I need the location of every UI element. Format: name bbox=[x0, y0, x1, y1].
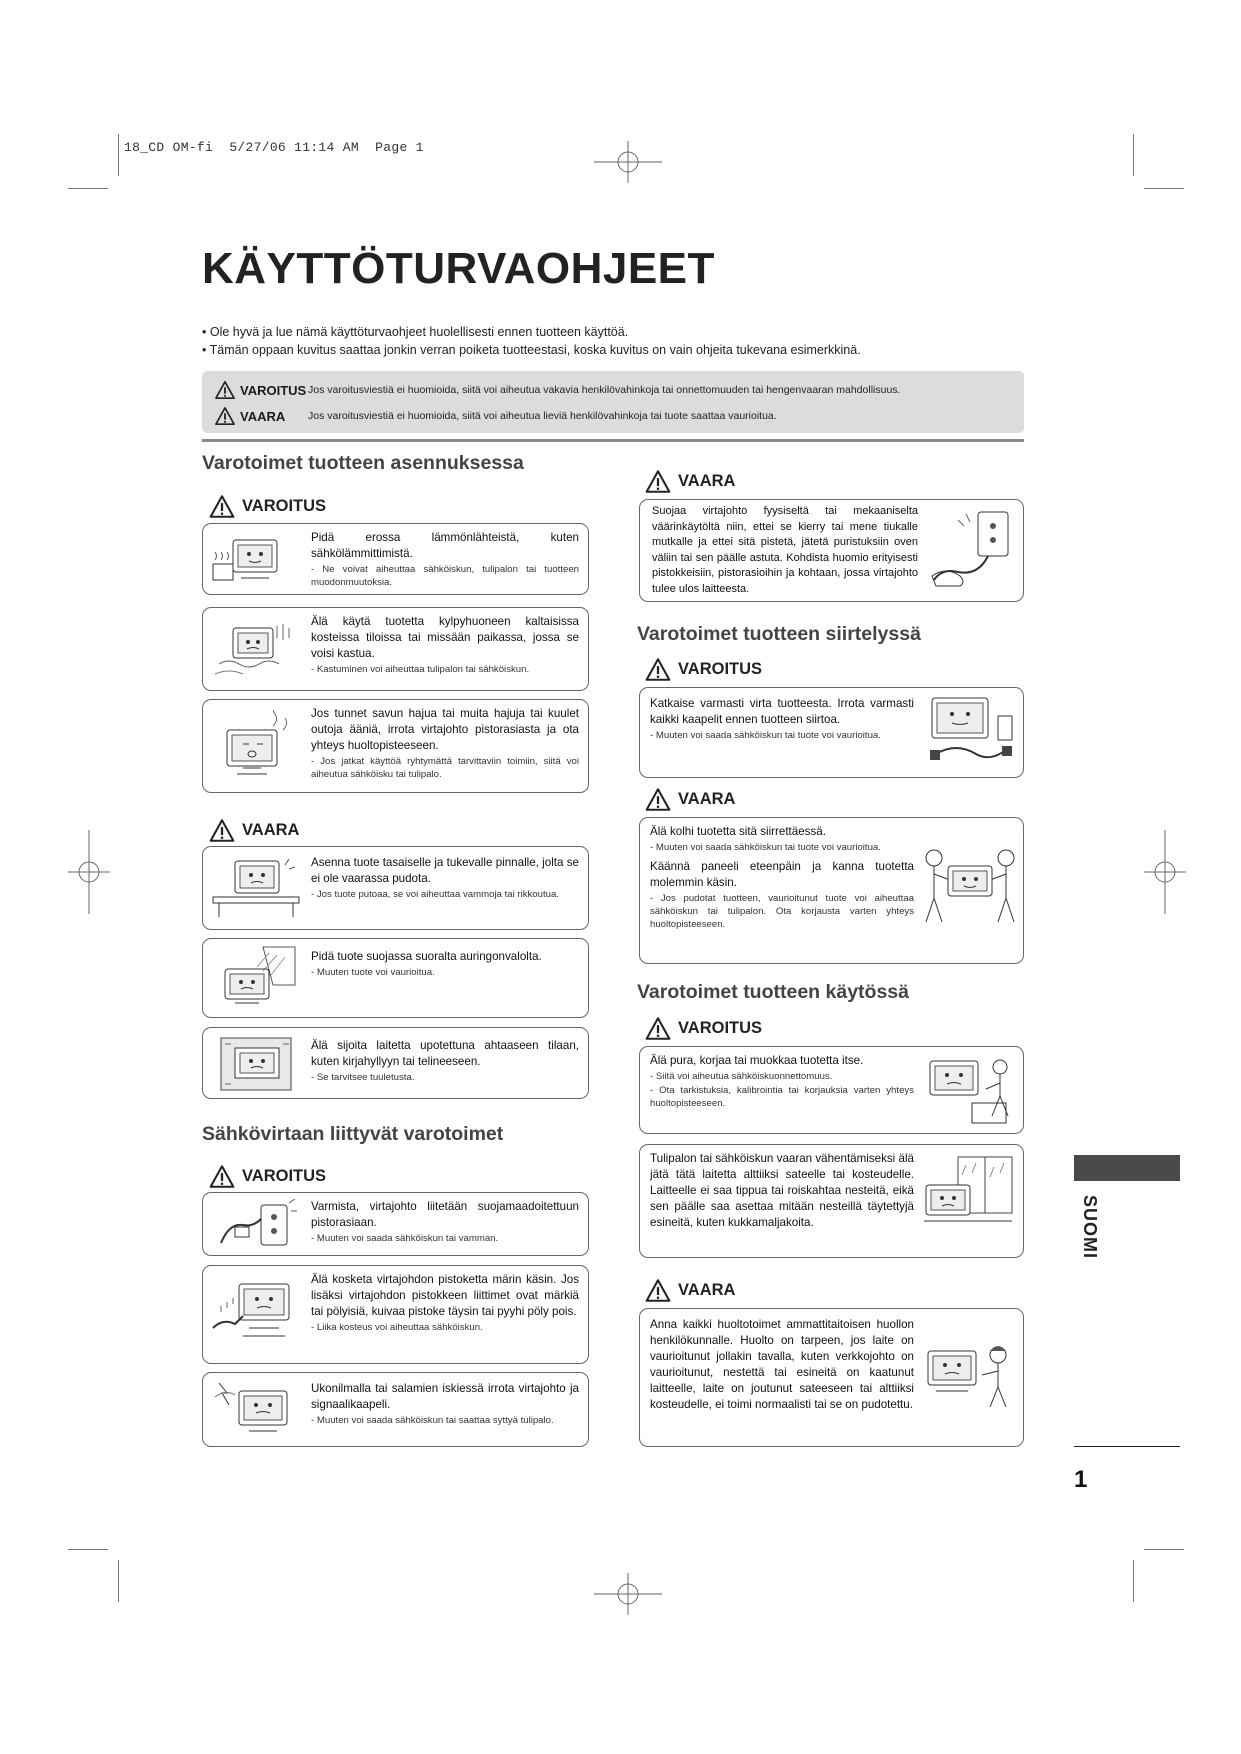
box-sub-text: - Liika kosteus voi aiheuttaa sähköiskun. bbox=[311, 1322, 483, 1333]
crop-mark bbox=[68, 1549, 108, 1550]
technician-tv-illustration bbox=[922, 1339, 1016, 1415]
warning-triangle-icon bbox=[644, 469, 672, 494]
cord-stepping-illustration bbox=[928, 506, 1016, 596]
warning-triangle-icon bbox=[208, 1164, 236, 1189]
box-main-text: Älä pura, korjaa tai muokkaa tuotetta itse. bbox=[650, 1054, 864, 1067]
warning-triangle-icon bbox=[644, 657, 672, 682]
varoitus-label-text: VAROITUS bbox=[240, 382, 307, 398]
caution-box-no-disassembly bbox=[639, 1046, 1024, 1134]
box-sub-text: - Muuten voi saada sähköiskun tai tuote voi vaurioitua. bbox=[650, 842, 881, 853]
vaara-legend-text: Jos varoitusviestiä ei huomioida, siitä voi aiheutua lieviä henkilövahinkoja tai tuote saattaa vaurioitua. bbox=[308, 410, 777, 422]
intro-line-2: • Tämän oppaan kuvitus saattaa jonkin verran poiketa tuotteestasi, koska kuvitus on vain ohjeita tukevana esimerkkinä. bbox=[202, 343, 861, 357]
box-main-text: Asenna tuote tasaiselle ja tukevalle pinnalle, jolta se ei ole vaarassa pudota. bbox=[311, 856, 579, 885]
warning-triangle-icon bbox=[644, 1278, 672, 1303]
two-people-carrying-tv-illustration bbox=[922, 848, 1018, 928]
section-heading-installation: Varotoimet tuotteen asennuksessa bbox=[202, 452, 524, 474]
box-main-text: Jos tunnet savun hajua tai muita hajuja tai kuulet outoja ääniä, irrota virtajohto pistorasiasta ja ota yhteys huoltopisteeseen. bbox=[311, 707, 579, 752]
box-main-text: Älä kolhi tuotetta sitä siirrettäessä. bbox=[650, 825, 826, 838]
crop-mark bbox=[1144, 188, 1184, 189]
caution-box-humidity bbox=[202, 607, 589, 691]
box-main-text: Pidä erossa lämmönlähteistä, kuten sähkölämmittimistä. bbox=[311, 531, 579, 560]
varoitus-legend-label bbox=[214, 380, 308, 400]
crop-mark bbox=[1133, 1560, 1134, 1602]
caution-box-stable-surface bbox=[202, 846, 589, 930]
caution-box-wet-hands bbox=[202, 1265, 589, 1364]
hazard-label: VAARA bbox=[678, 790, 736, 808]
tv-window-rain-illustration bbox=[922, 1155, 1016, 1237]
cord-vaara-heading bbox=[644, 469, 735, 494]
hazard-label: VAROITUS bbox=[678, 1019, 763, 1037]
tv-bathroom-illustration bbox=[211, 620, 297, 680]
hazard-label: VAROITUS bbox=[678, 660, 763, 678]
box-sub-text: - Ne voivat aiheuttaa sähköiskun, tulipalon tai tuotteen muodonmuutoksia. bbox=[311, 564, 579, 588]
section-heading-moving: Varotoimet tuotteen siirtelyssä bbox=[637, 623, 921, 645]
box-sub-text: - Se tarvitsee tuuletusta. bbox=[311, 1072, 415, 1083]
crop-mark bbox=[1133, 134, 1134, 176]
crop-mark bbox=[68, 188, 108, 189]
tv-cables-illustration bbox=[922, 694, 1016, 772]
caution-box-ventilation bbox=[202, 1027, 589, 1099]
box-sub-text-2: - Jos pudotat tuotteen, vaurioitunut tuote voi aiheuttaa sähköiskun tai tulipalon. Ota korjausta varten yhteys huoltopisteeseen. bbox=[650, 893, 914, 930]
header-rule bbox=[202, 439, 1024, 442]
tv-sunlight-illustration bbox=[213, 945, 299, 1011]
hazard-label: VAARA bbox=[678, 1281, 736, 1299]
power-varoitus-heading bbox=[208, 1164, 326, 1189]
box-sub-text: - Jos jatkat käyttöä ryhtymättä tarvittaviin toimiin, siitä voi aiheutua sähköisku tai tulipalo. bbox=[311, 756, 579, 780]
hazard-label: VAROITUS bbox=[242, 1167, 327, 1185]
box-main-text-2: Käännä paneeli eteenpäin ja kanna tuotetta molemmin käsin. bbox=[650, 860, 914, 889]
box-main-text: Varmista, virtajohto liitetään suojamaadoitettuun pistorasiaan. bbox=[311, 1200, 579, 1229]
hazard-label: VAROITUS bbox=[242, 497, 327, 515]
box-main-text: Anna kaikki huoltotoimet ammattitaitoisen huollon henkilökunnalle. Huolto on tarpeen, jos laite on vaurioitunut jollakin tavalla, kuten verkkojohto on vaurioitunut, nestettä tai esineitä on kaatunut laitteelle, laite on joutunut sateeseen tai alttiiksi kosteudelle, ei toimi normaalisti tai se on pudotettu. bbox=[650, 1318, 914, 1411]
install-vaara-heading bbox=[208, 818, 299, 843]
section-heading-usage: Varotoimet tuotteen käytössä bbox=[637, 981, 909, 1003]
registration-mark-right bbox=[1144, 830, 1186, 914]
tv-bookshelf-illustration bbox=[213, 1034, 299, 1094]
vaara-legend-label bbox=[214, 406, 308, 426]
box-sub-text: - Muuten voi saada sähköiskun tai saattaa syttyä tulipalo. bbox=[311, 1415, 554, 1426]
box-main-text: Ukonilmalla tai salamien iskiessä irrota virtajohto ja signaalikaapeli. bbox=[311, 1382, 579, 1411]
box-main-text: Älä käytä tuotetta kylpyhuoneen kaltaisissa kosteissa tiloissa tai missään paikassa, jossa se voisi kastua. bbox=[311, 615, 579, 660]
warning-triangle-icon bbox=[214, 406, 236, 426]
warning-triangle-icon bbox=[208, 818, 236, 843]
box-sub-text: - Kastuminen voi aiheuttaa tulipalon tai sähköiskun. bbox=[311, 664, 530, 675]
caution-box-cord-protection bbox=[639, 499, 1024, 602]
language-tab-label: SUOMI bbox=[1080, 1195, 1100, 1260]
use-varoitus-heading bbox=[644, 1016, 762, 1041]
box-sub-text: - Muuten tuote voi vaurioitua. bbox=[311, 967, 435, 978]
vaara-label-text: VAARA bbox=[240, 408, 286, 424]
tv-heater-illustration bbox=[211, 534, 291, 586]
language-tab-bar bbox=[1074, 1155, 1180, 1181]
warning-legend bbox=[202, 371, 1024, 433]
crop-mark bbox=[118, 1560, 119, 1602]
warning-triangle-icon bbox=[214, 380, 236, 400]
caution-box-lightning bbox=[202, 1372, 589, 1447]
section-heading-power: Sähkövirtaan liittyvät varotoimet bbox=[202, 1123, 504, 1145]
caution-box-unplug-before-moving bbox=[639, 687, 1024, 778]
tv-wet-plug-illustration bbox=[209, 1278, 305, 1352]
warning-triangle-icon bbox=[644, 1016, 672, 1041]
registration-mark-left bbox=[68, 830, 110, 914]
caution-box-carrying bbox=[639, 817, 1024, 964]
box-main-text: Katkaise varmasti virta tuotteesta. Irrota varmasti kaikki kaapelit ennen tuotteen siirtoa. bbox=[650, 697, 914, 726]
footer-rule bbox=[1074, 1446, 1180, 1447]
print-header: 18_CD OM-fi 5/27/06 11:14 AM Page 1 bbox=[124, 140, 424, 155]
box-main-text: Älä sijoita laitetta upotettuna ahtaaseen tilaan, kuten kirjahyllyyn tai telineeseen. bbox=[311, 1039, 579, 1068]
intro-line-1: • Ole hyvä ja lue nämä käyttöturvaohjeet huolellisesti ennen tuotteen käyttöä. bbox=[202, 325, 629, 339]
registration-mark-top bbox=[594, 141, 662, 183]
caution-box-sunlight bbox=[202, 938, 589, 1018]
tv-repair-illustration bbox=[922, 1053, 1016, 1129]
box-sub-text: - Muuten voi saada sähköiskun tai vamman. bbox=[311, 1233, 499, 1244]
box-sub-text: - Siitä voi aiheutua sähköiskuonnettomuus. bbox=[650, 1071, 833, 1082]
move-varoitus-heading bbox=[644, 657, 762, 682]
warning-triangle-icon bbox=[208, 494, 236, 519]
use-vaara-heading bbox=[644, 1278, 735, 1303]
move-vaara-heading bbox=[644, 787, 735, 812]
box-main-text: Suojaa virtajohto fyysiseltä tai mekaaniselta väärinkäytöltä niin, ettei se kierry tai mene tiukalle mutkalle ja ettei sitä pistetä, jätetä puristuksiin oven väliin tai sen päälle astuta. Kohdista huomio erityisesti pistokkeisiin, pistorasioihin ja kohtaan, jossa virtajohto tulee ulos laitteesta. bbox=[652, 505, 918, 595]
install-varoitus-heading bbox=[208, 494, 326, 519]
box-main-text: Tulipalon tai sähköiskun vaaran vähentämiseksi älä jätä tätä laitetta alttiiksi sateelle tai kosteudelle. Laitteelle ei saa tippua tai roiskahtaa nesteitä, eikä sen päälle saa asettaa mitään nesteillä täytettyjä esineitä, kuten kukkamaljakoita. bbox=[650, 1152, 914, 1229]
registration-mark-bottom bbox=[594, 1573, 662, 1615]
caution-box-moisture bbox=[639, 1144, 1024, 1258]
page-title: KÄYTTÖTURVAOHJEET bbox=[202, 244, 715, 293]
box-sub-text: - Muuten voi saada sähköiskun tai tuote voi vaurioitua. bbox=[650, 730, 881, 741]
hazard-label: VAARA bbox=[242, 821, 300, 839]
box-sub-text: - Jos tuote putoaa, se voi aiheuttaa vammoja tai rikkoutua. bbox=[311, 889, 559, 900]
warning-triangle-icon bbox=[644, 787, 672, 812]
tv-table-illustration bbox=[211, 855, 301, 921]
page-number: 1 bbox=[1074, 1466, 1088, 1493]
caution-box-smoke bbox=[202, 699, 589, 793]
caution-box-servicing bbox=[639, 1308, 1024, 1447]
box-main-text: Älä kosketa virtajohdon pistoketta märin käsin. Jos lisäksi virtajohdon pistokkeen liittimet ovat märkiä tai pölyisiä, kuivaa pistoke täysin tai pyyhi pöly pois. bbox=[311, 1273, 579, 1318]
tv-lightning-illustration bbox=[213, 1379, 303, 1441]
tv-smoke-illustration bbox=[213, 710, 299, 782]
plug-outlet-illustration bbox=[217, 1197, 297, 1253]
caution-box-grounding bbox=[202, 1192, 589, 1256]
crop-mark bbox=[118, 134, 119, 176]
crop-mark bbox=[1144, 1549, 1184, 1550]
caution-box-heat bbox=[202, 523, 589, 595]
hazard-label: VAARA bbox=[678, 472, 736, 490]
varoitus-legend-text: Jos varoitusviestiä ei huomioida, siitä voi aiheutua vakavia henkilövahinkoja tai onnettomuuden tai hengenvaaran mahdollisuus. bbox=[308, 384, 901, 396]
box-main-text: Pidä tuote suojassa suoralta auringonvalolta. bbox=[311, 950, 542, 963]
box-sub-text-2: - Ota tarkistuksia, kalibrointia tai korjauksia varten yhteys huoltopisteeseen. bbox=[650, 1085, 914, 1109]
